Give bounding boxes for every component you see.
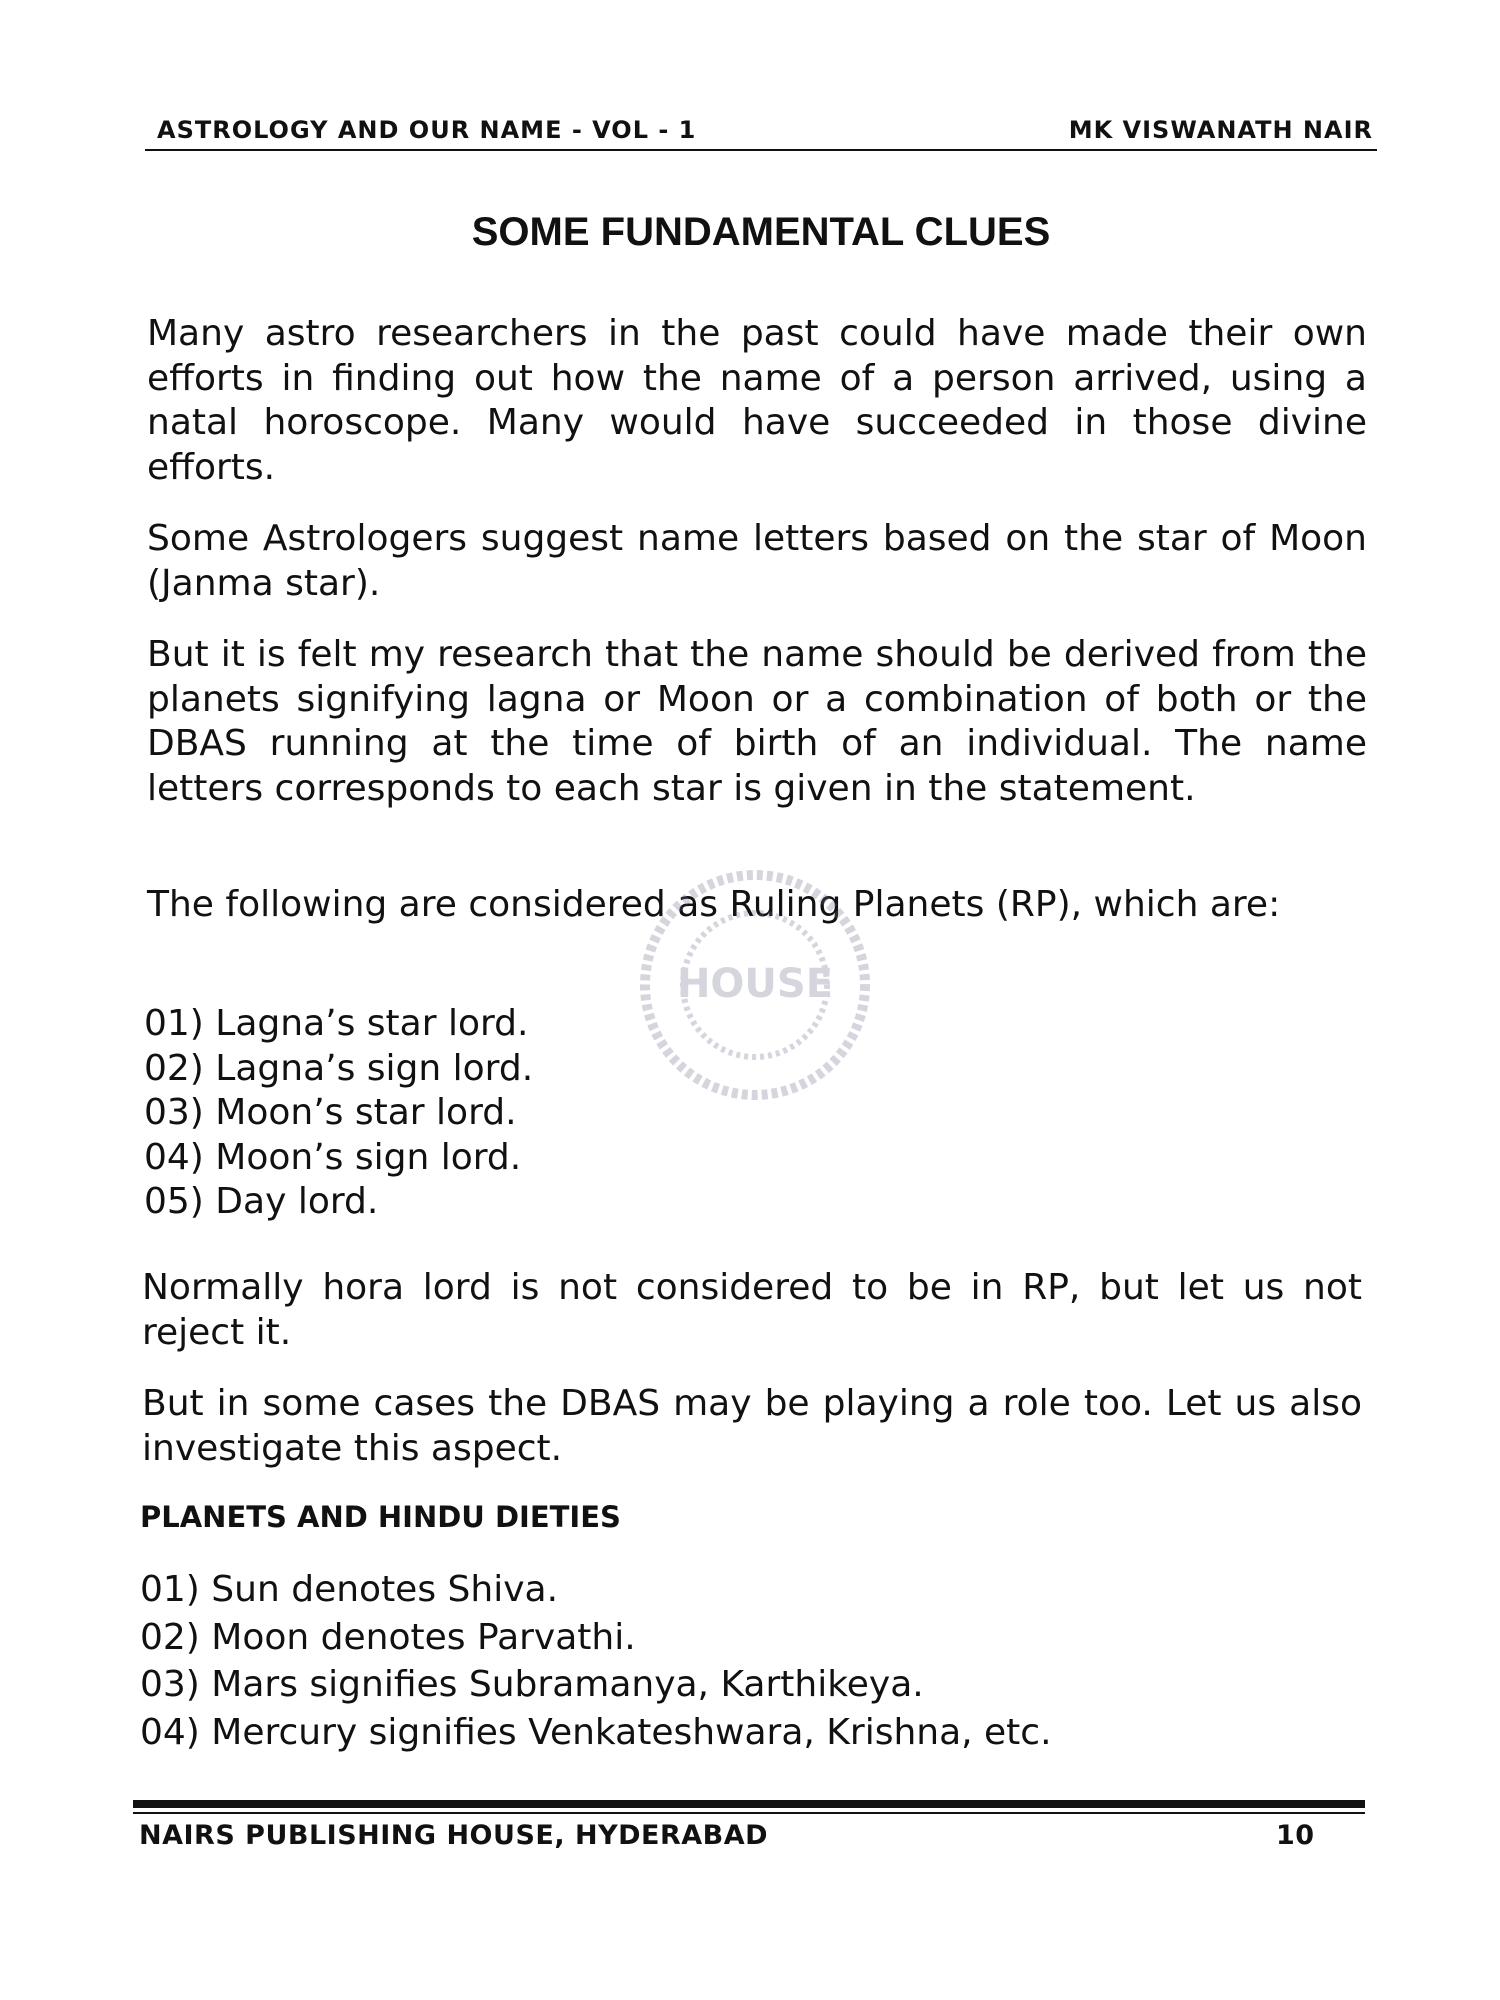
list-item: 04) Moon’s sign lord.: [144, 1136, 522, 1178]
footer-publisher: NAIRS PUBLISHING HOUSE, HYDERABAD: [139, 1820, 769, 1851]
paragraph-hora-lord: Normally hora lord is not considered to be in RP, but let us not reject it.: [142, 1267, 1362, 1353]
paragraph-intro: Many astro researchers in the past could have made their own efforts in finding out how the name of a person arrived, using a natal horoscope. Many would have succeeded in those divine efforts.: [147, 313, 1367, 488]
paragraph-research: But it is felt my research that the name should be derived from the planets signifying lagna or Moon or a combination of both or the DBAS running at the time of birth of an individual. The name letters corresponds to each star is given in the statement.: [147, 634, 1367, 809]
page-title: SOME FUNDAMENTAL CLUES: [471, 210, 1051, 254]
list-item: 02) Lagna’s sign lord.: [144, 1047, 534, 1089]
page-number: 10: [1276, 1820, 1315, 1851]
list-item: 02) Moon denotes Parvathi.: [140, 1616, 636, 1658]
ruling-planets-list: [144, 1002, 533, 1225]
list-item: 03) Moon’s star lord.: [144, 1092, 517, 1133]
section-heading: PLANETS AND HINDU DIETIES: [140, 1500, 621, 1534]
publisher-stamp-watermark: [585, 865, 925, 1105]
paragraph-ruling-planets: The following are considered as Ruling Planets (RP), which are:: [147, 884, 1281, 925]
header-book-title: ASTROLOGY AND OUR NAME - VOL - 1: [157, 116, 697, 144]
paragraph-dbas: But in some cases the DBAS may be playing a role too. Let us also investigate this aspect.: [142, 1383, 1362, 1469]
running-header: [145, 116, 1377, 150]
header-rule: [145, 149, 1377, 151]
header-author: MK VISWANATH NAIR: [1068, 116, 1373, 144]
list-item: 04) Mercury signifies Venkateshwara, Krishna, etc.: [140, 1711, 1052, 1753]
footer-rule-thick: [133, 1800, 1365, 1808]
deities-list: [140, 1566, 1052, 1756]
list-item: 01) Lagna’s star lord.: [144, 1003, 529, 1044]
watermark-text: HOUSE: [676, 961, 834, 1007]
paragraph-janma-star: Some Astrologers suggest name letters based on the star of Moon (Janma star).: [147, 518, 1367, 604]
list-item: 05) Day lord.: [144, 1181, 379, 1222]
footer-rule-thin: [133, 1812, 1365, 1814]
list-item: 01) Sun denotes Shiva.: [140, 1569, 559, 1610]
list-item: 03) Mars signifies Subramanya, Karthikeya.: [140, 1664, 924, 1705]
